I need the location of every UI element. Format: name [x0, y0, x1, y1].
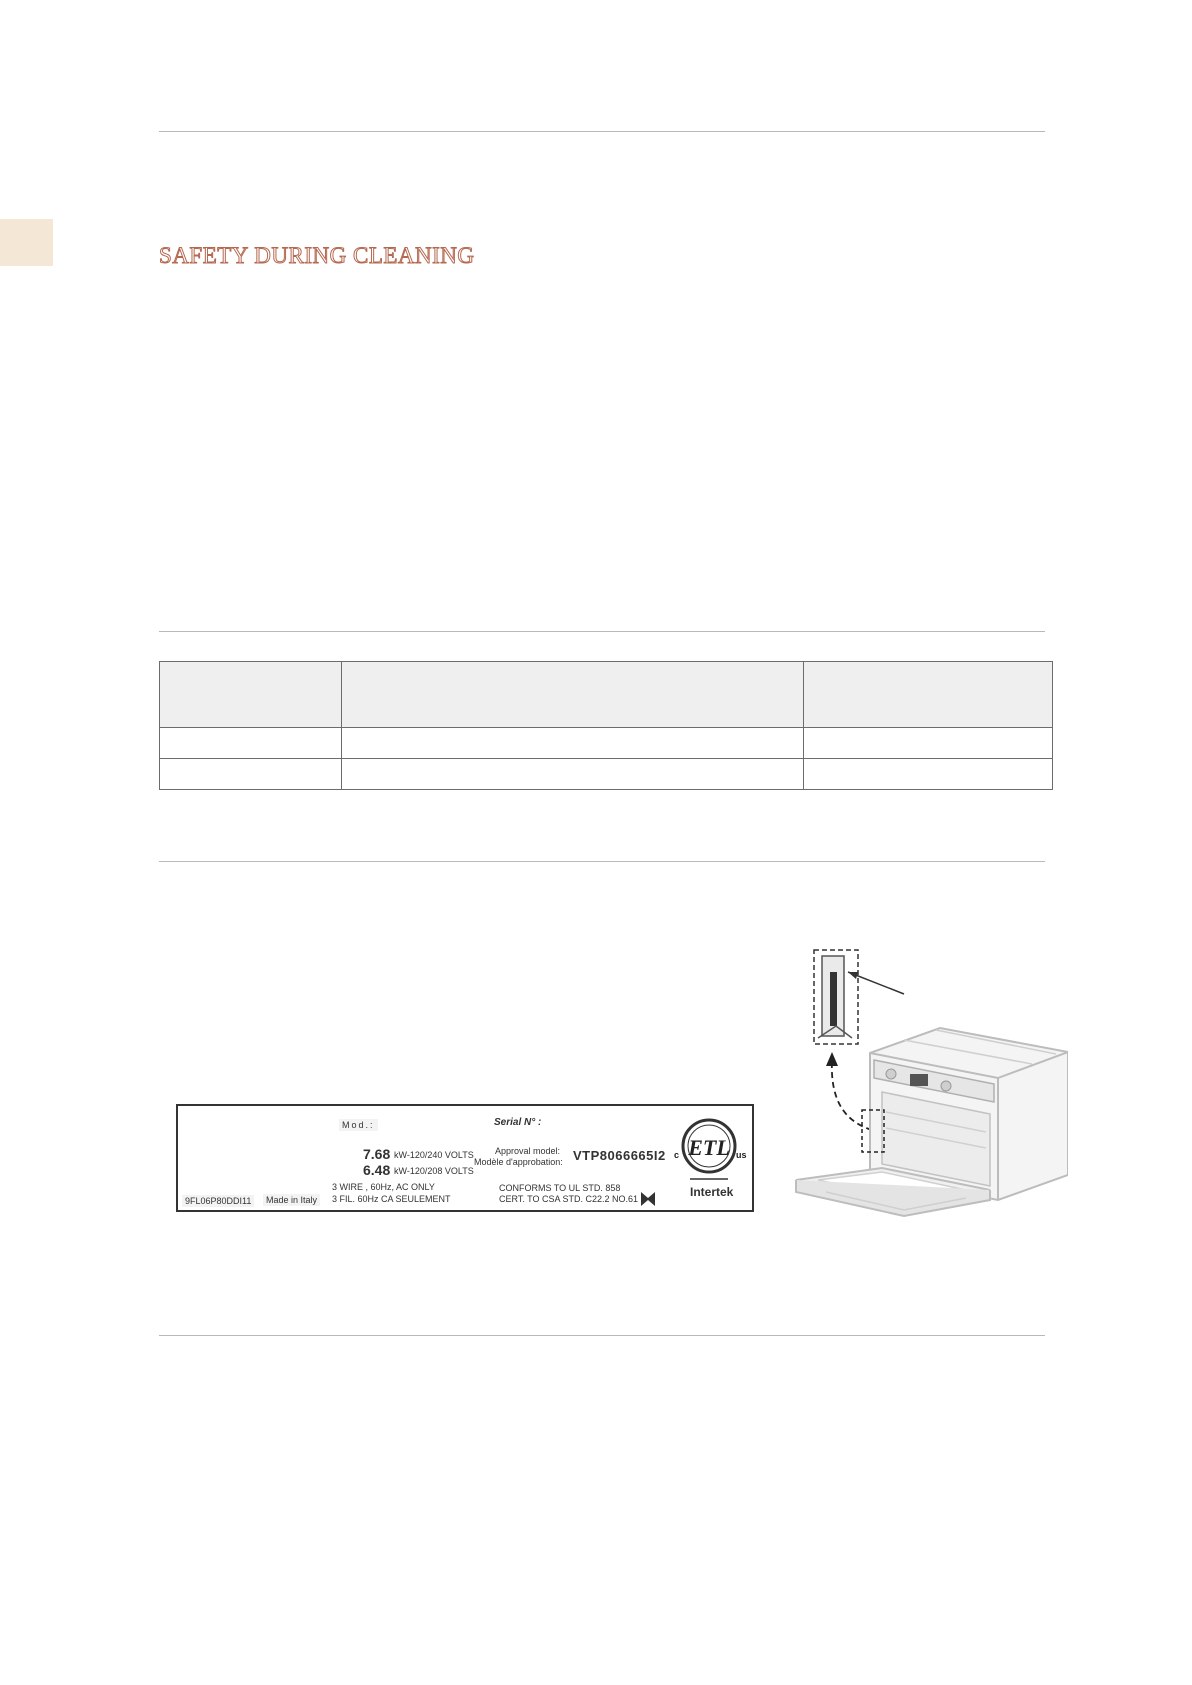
- approval-label-en: Approval model:: [495, 1146, 561, 1156]
- serial-label: Serial N° :: [494, 1117, 542, 1128]
- table-cell: [160, 759, 342, 790]
- power-rating-240-value: 7.68: [363, 1146, 391, 1162]
- specification-table: [159, 661, 1053, 790]
- table-cell: [342, 759, 804, 790]
- power-rating-208-unit: kW-120/208 VOLTS: [394, 1166, 474, 1176]
- power-rating-240-unit: kW-120/240 VOLTS: [394, 1150, 474, 1160]
- oven-plate-location-illustration: [786, 942, 1068, 1280]
- conformity-ul: CONFORMS TO UL STD. 858: [499, 1183, 621, 1193]
- table-row: [160, 728, 1053, 759]
- table-header-row: [160, 662, 1053, 728]
- table-header-cell: [342, 662, 804, 728]
- section-divider-bottom: [159, 1335, 1045, 1336]
- etl-c-mark: c: [674, 1150, 680, 1160]
- table-row: [160, 759, 1053, 790]
- side-tab-marker: [0, 219, 53, 266]
- table-header-cell: [160, 662, 342, 728]
- manufacturer-mark-icon: [640, 1191, 656, 1207]
- intertek-label: Intertek: [690, 1185, 734, 1199]
- table-cell: [804, 728, 1053, 759]
- product-code: 9FL06P80DDI11: [182, 1195, 254, 1207]
- model-label: Mod.:: [339, 1119, 378, 1131]
- section-divider-table: [159, 631, 1045, 632]
- wiring-spec-en: 3 WIRE , 60Hz, AC ONLY: [332, 1182, 435, 1192]
- rating-plate: [176, 1104, 754, 1212]
- etl-us-mark: us: [736, 1150, 747, 1160]
- approval-model-value: VTP8066665I2: [573, 1148, 666, 1163]
- wiring-spec-fr: 3 FIL. 60Hz CA SEULEMENT: [332, 1194, 451, 1204]
- conformity-csa: CERT. TO CSA STD. C22.2 NO.61: [499, 1194, 639, 1204]
- table-cell: [342, 728, 804, 759]
- table-cell: [804, 759, 1053, 790]
- table-header-cell: [804, 662, 1053, 728]
- power-rating-208-value: 6.48: [363, 1162, 391, 1178]
- section-divider-plate: [159, 861, 1045, 862]
- etl-logo-text: ETL: [688, 1135, 730, 1160]
- section-divider-top: [159, 131, 1045, 132]
- table-cell: [160, 728, 342, 759]
- section-title: SAFETY DURING CLEANING: [159, 243, 475, 268]
- made-in-label: Made in Italy: [263, 1194, 320, 1206]
- approval-label-fr: Modèle d'approbation:: [474, 1157, 563, 1167]
